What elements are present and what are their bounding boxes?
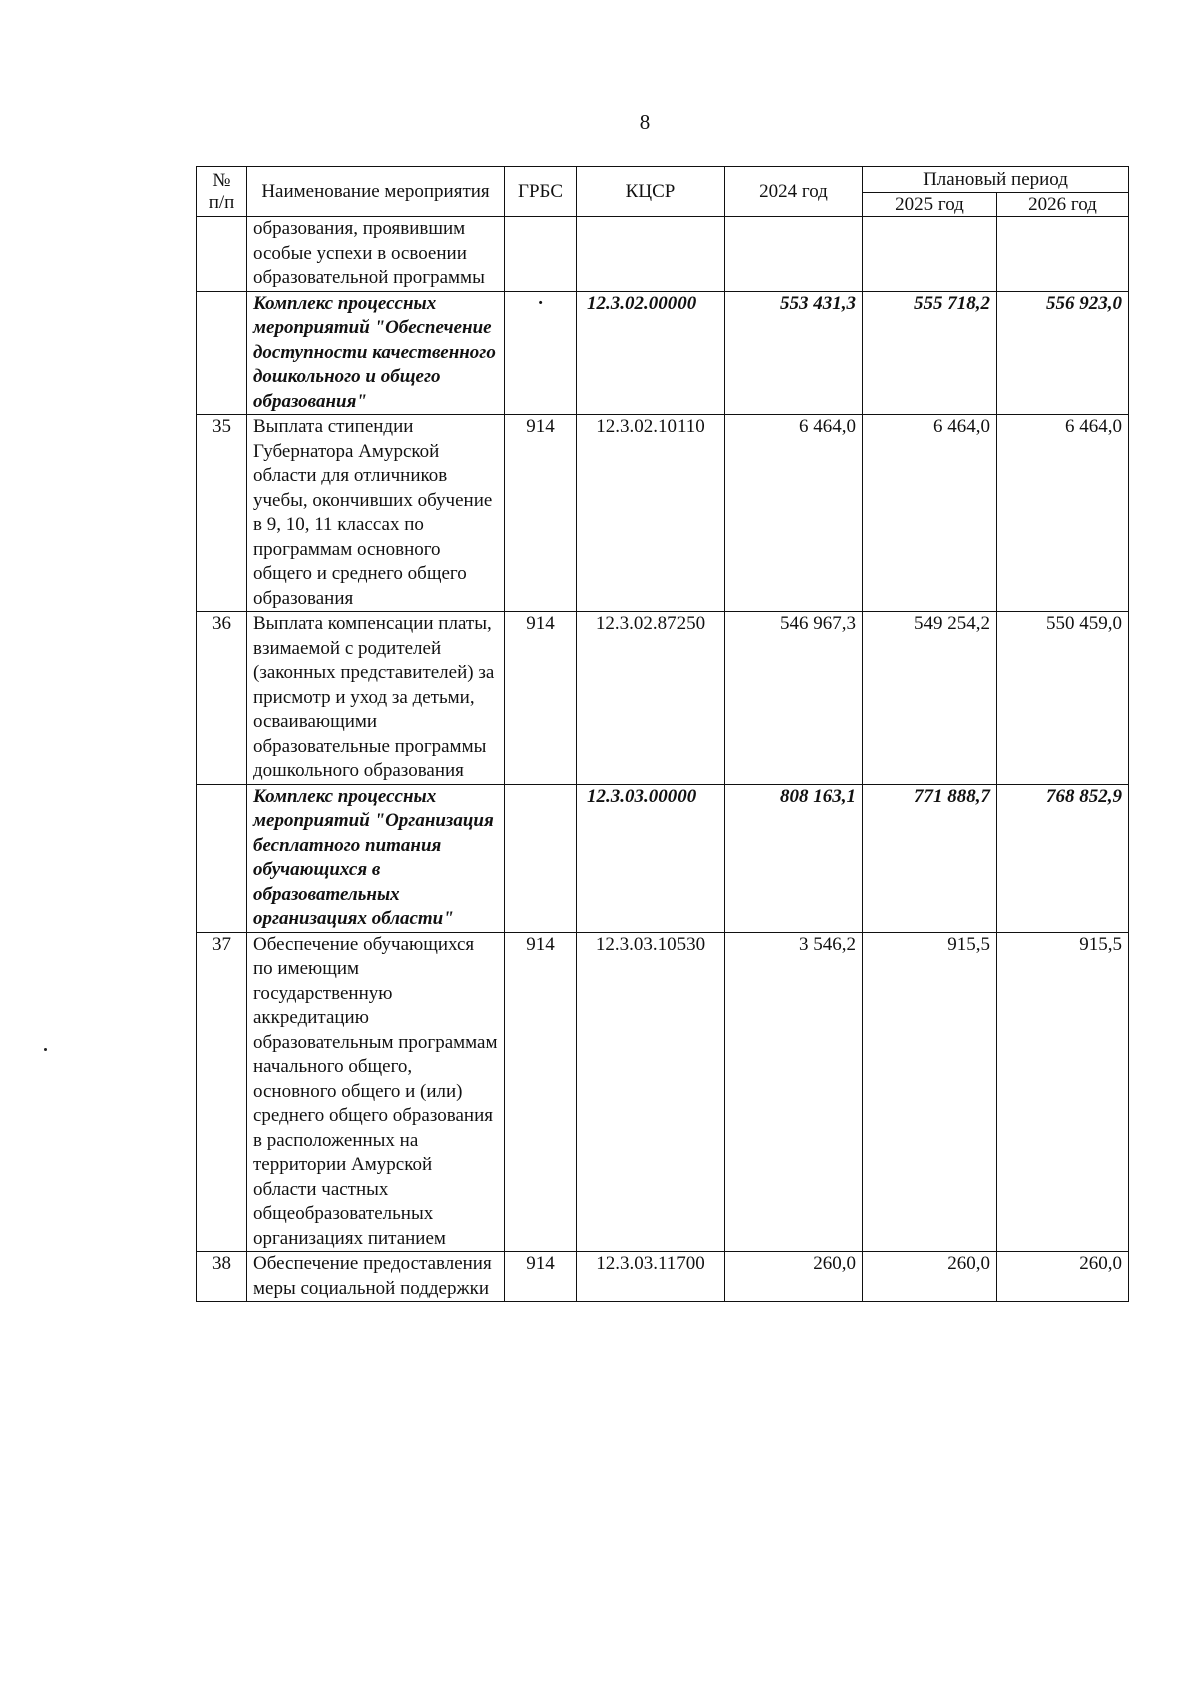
row-2026: 915,5 bbox=[997, 932, 1129, 1252]
row-2026: 556 923,0 bbox=[997, 291, 1129, 415]
row-grbs bbox=[505, 217, 577, 292]
table-row bbox=[197, 612, 1129, 785]
row-name: Комплекс процессных мероприятий "Организация бесплатного питания обучающихся в образовательных организациях области" bbox=[247, 784, 505, 932]
table-row-section bbox=[197, 784, 1129, 932]
table-row bbox=[197, 217, 1129, 292]
table-row-section bbox=[197, 291, 1129, 415]
table-row bbox=[197, 415, 1129, 612]
header-name: Наименование мероприятия bbox=[247, 167, 505, 217]
row-2025: 915,5 bbox=[863, 932, 997, 1252]
row-name: Выплата компенсации платы, взимаемой с родителей (законных представителей) за присмотр и уход за детьми, осваивающими образовательные программы дошкольного образования bbox=[247, 612, 505, 785]
row-grbs: · bbox=[505, 291, 577, 415]
row-2024: 553 431,3 bbox=[725, 291, 863, 415]
row-2025: 6 464,0 bbox=[863, 415, 997, 612]
row-kcsr: 12.3.02.10110 bbox=[577, 415, 725, 612]
row-kcsr: 12.3.02.00000 bbox=[577, 291, 725, 415]
row-2026: 260,0 bbox=[997, 1252, 1129, 1302]
row-2026: 768 852,9 bbox=[997, 784, 1129, 932]
row-num bbox=[197, 784, 247, 932]
row-kcsr: 12.3.03.11700 bbox=[577, 1252, 725, 1302]
row-name: Выплата стипендии Губернатора Амурской области для отличников учебы, окончивших обучение в 9, 10, 11 классах по программам основного общего и среднего общего образования bbox=[247, 415, 505, 612]
row-2025 bbox=[863, 217, 997, 292]
row-name: Обеспечение предоставления меры социальной поддержки bbox=[247, 1252, 505, 1302]
row-2025: 555 718,2 bbox=[863, 291, 997, 415]
page-number: 8 bbox=[639, 110, 651, 134]
header-2025: 2025 год bbox=[863, 193, 997, 217]
header-2026: 2026 год bbox=[997, 193, 1129, 217]
row-2026 bbox=[997, 217, 1129, 292]
row-name: образования, проявившим особые успехи в освоении образовательной программы bbox=[247, 217, 505, 292]
header-kcsr: КЦСР bbox=[577, 167, 725, 217]
header-planned-period: Плановый период bbox=[863, 167, 1129, 193]
row-grbs: 914 bbox=[505, 1252, 577, 1302]
row-2026: 550 459,0 bbox=[997, 612, 1129, 785]
row-grbs bbox=[505, 784, 577, 932]
row-2024: 808 163,1 bbox=[725, 784, 863, 932]
header-2024: 2024 год bbox=[725, 167, 863, 217]
row-kcsr: 12.3.02.87250 bbox=[577, 612, 725, 785]
row-grbs: 914 bbox=[505, 415, 577, 612]
row-kcsr: 12.3.03.10530 bbox=[577, 932, 725, 1252]
header-grbs: ГРБС bbox=[505, 167, 577, 217]
row-num bbox=[197, 291, 247, 415]
table-row bbox=[197, 932, 1129, 1252]
row-2025: 260,0 bbox=[863, 1252, 997, 1302]
scan-speck bbox=[44, 1048, 47, 1051]
row-2026: 6 464,0 bbox=[997, 415, 1129, 612]
row-2025: 549 254,2 bbox=[863, 612, 997, 785]
row-grbs: 914 bbox=[505, 612, 577, 785]
row-2024: 546 967,3 bbox=[725, 612, 863, 785]
row-kcsr bbox=[577, 217, 725, 292]
row-grbs: 914 bbox=[505, 932, 577, 1252]
row-num bbox=[197, 217, 247, 292]
row-num: 35 bbox=[197, 415, 247, 612]
row-2025: 771 888,7 bbox=[863, 784, 997, 932]
table-row bbox=[197, 1252, 1129, 1302]
budget-table bbox=[196, 166, 1129, 1302]
row-2024: 260,0 bbox=[725, 1252, 863, 1302]
row-2024 bbox=[725, 217, 863, 292]
row-num: 38 bbox=[197, 1252, 247, 1302]
row-num: 36 bbox=[197, 612, 247, 785]
row-name: Комплекс процессных мероприятий "Обеспечение доступности качественного дошкольного и общего образования" bbox=[247, 291, 505, 415]
header-num: № п/п bbox=[197, 167, 247, 217]
row-2024: 3 546,2 bbox=[725, 932, 863, 1252]
row-num: 37 bbox=[197, 932, 247, 1252]
row-kcsr: 12.3.03.00000 bbox=[577, 784, 725, 932]
row-2024: 6 464,0 bbox=[725, 415, 863, 612]
row-name: Обеспечение обучающихся по имеющим государственную аккредитацию образовательным программам начального общего, основного общего и (или) среднего общего образования в расположенных на территории Амурской области частных общеобразовательных организациях питанием bbox=[247, 932, 505, 1252]
